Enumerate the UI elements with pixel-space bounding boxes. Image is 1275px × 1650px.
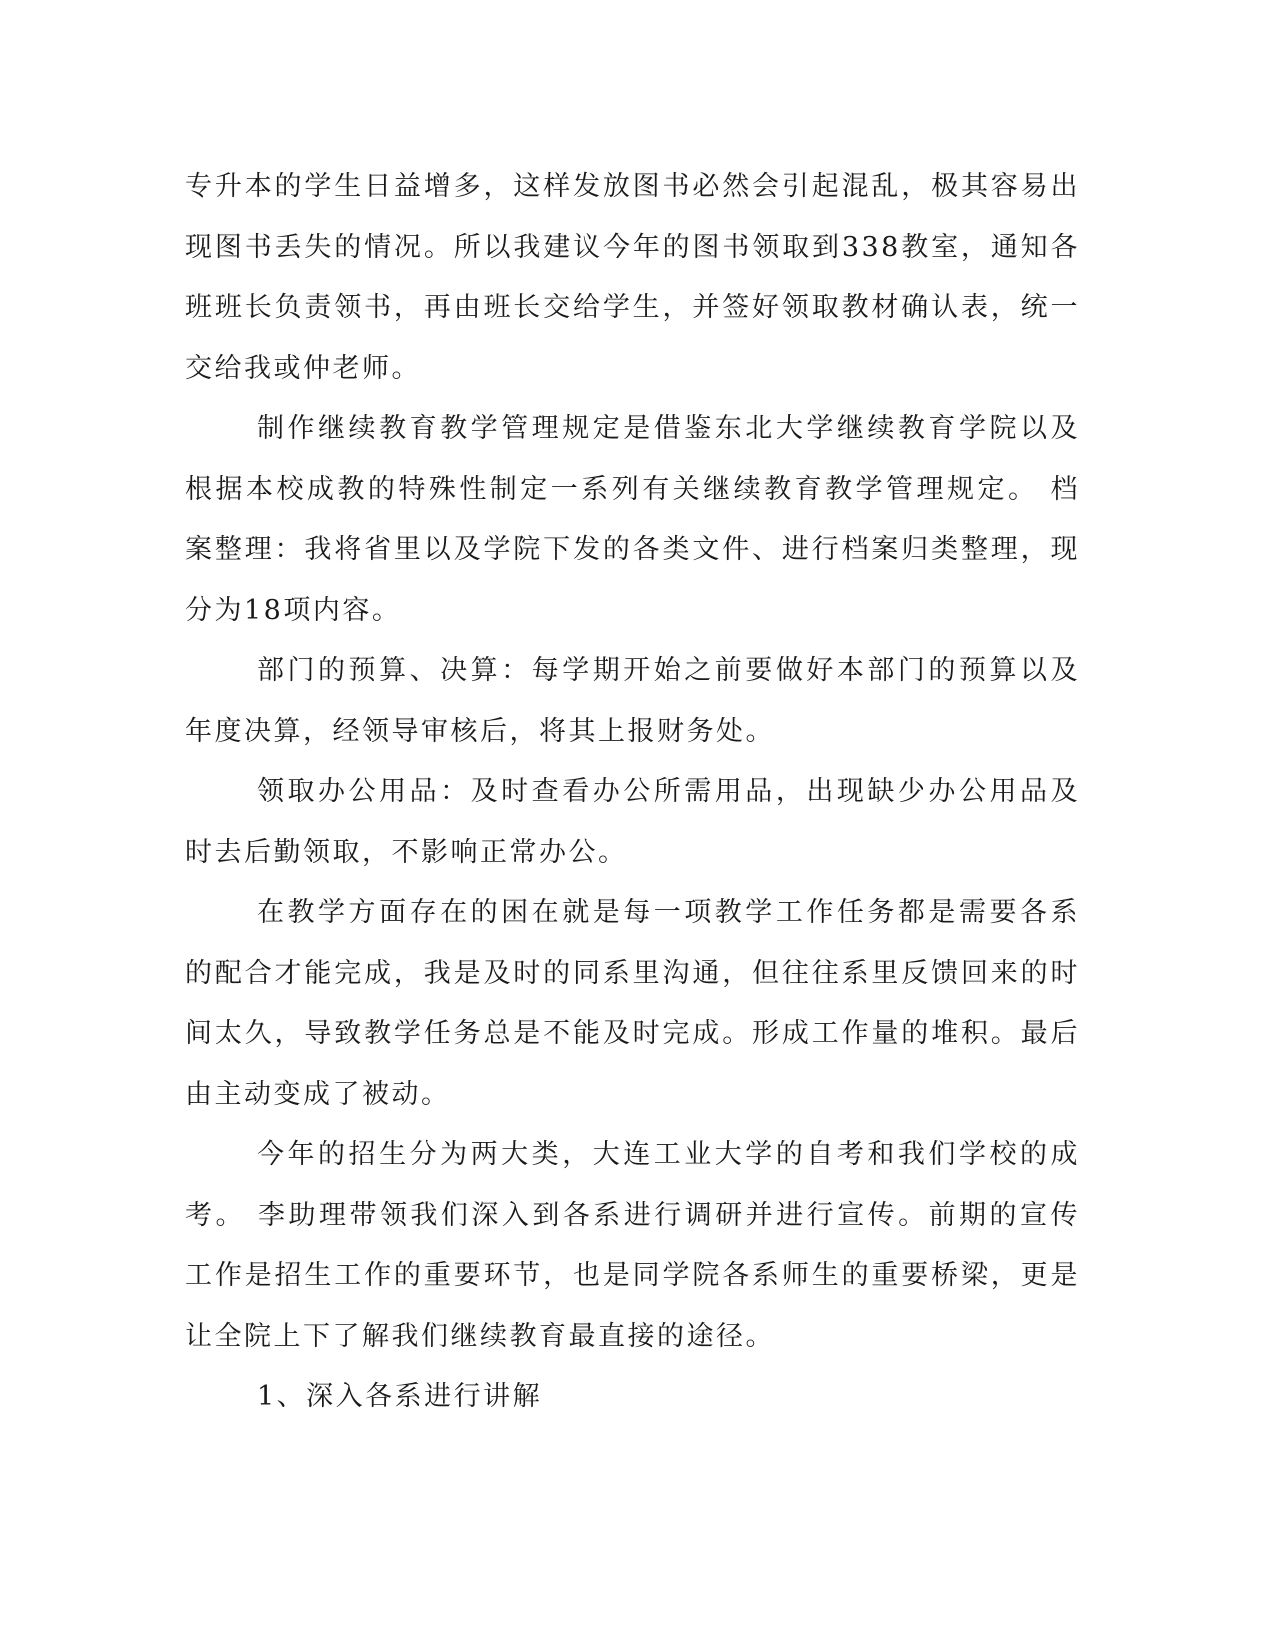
paragraph-teaching-regulations: 制作继续教育教学管理规定是借鉴东北大学继续教育学院以及根据本校成教的特殊性制定一系列有关继续教育教学管理规定。 档案整理：我将省里以及学院下发的各类文件、进行档案归类整理，现分为18项内容。: [185, 413, 1080, 626]
paragraph-book-distribution: 专升本的学生日益增多，这样发放图书必然会引起混乱，极其容易出现图书丢失的情况。所以我建议今年的图书领取到338教室，通知各班班长负责领书，再由班长交给学生，并签好领取教材确认表，统一交给我或仲老师。: [185, 171, 1080, 384]
paragraph-budget: 部门的预算、决算：每学期开始之前要做好本部门的预算以及年度决算，经领导审核后，将其上报财务处。: [185, 655, 1080, 747]
list-item-department-visits: 1、深入各系进行讲解: [257, 1381, 543, 1412]
paragraph-teaching-difficulties: 在教学方面存在的困在就是每一项教学工作任务都是需要各系的配合才能完成，我是及时的同系里沟通，但往往系里反馈回来的时间太久，导致教学任务总是不能及时完成。形成工作量的堆积。最后由主动变成了被动。: [185, 897, 1080, 1110]
paragraph-office-supplies: 领取办公用品：及时查看办公所需用品，出现缺少办公用品及时去后勤领取，不影响正常办公。: [185, 776, 1080, 868]
document-body: [185, 157, 1080, 1428]
paragraph-enrollment: 今年的招生分为两大类，大连工业大学的自考和我们学校的成考。 李助理带领我们深入到各系进行调研并进行宣传。前期的宣传工作是招生工作的重要环节，也是同学院各系师生的重要桥梁，更是让全院上下了解我们继续教育最直接的途径。: [185, 1139, 1080, 1352]
